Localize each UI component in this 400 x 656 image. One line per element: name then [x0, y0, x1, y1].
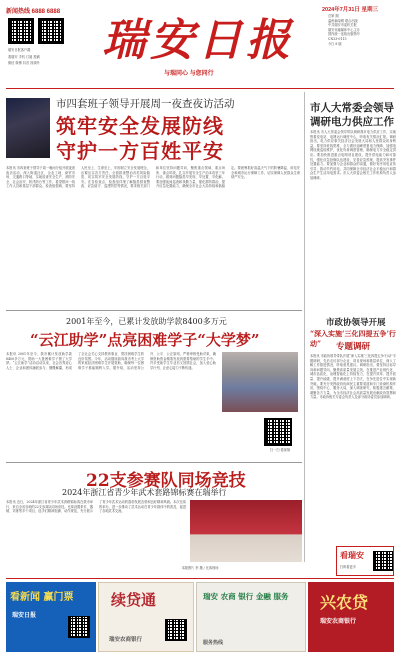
ad-4-title: 兴农贷: [320, 593, 369, 612]
left-small-line-2: 微信 微博 抖音 视频号: [8, 61, 40, 65]
ad-4-subtitle: 瑞安农商银行: [320, 618, 357, 625]
side-headline-2: 调研电力供应工作: [310, 116, 394, 128]
issue-line-2: 温州新闻网 联合出版: [328, 18, 358, 23]
issue-line-5: 国内统一连续出版物号: [328, 32, 360, 37]
side-headline-1: 市人大常委会领导: [310, 102, 394, 114]
ad-1-title: 看新闻 赢门票: [10, 592, 74, 603]
left-qr-caption: 瑞安日报客户端: [8, 48, 31, 52]
masthead: [0, 0, 400, 88]
lead-photo: [6, 98, 50, 158]
lead-headline-1: 筑牢安全发展防线: [56, 114, 224, 138]
sports-photo-caption: 本版图片 李 摄 / 比赛现场: [181, 566, 219, 570]
masthead-qr-code[interactable]: [8, 18, 34, 44]
loans-kicker: 2001年至今，已累计发放助学款8400多万元: [66, 317, 227, 326]
promo-qr-code[interactable]: [373, 551, 393, 571]
loans-body-text: 本报讯 2001年至今，我市累计发放助学款8400多万元，帮助一大批困难学子圆了大学梦。“云江助学”活动启动以来，社会各界爱心人士、企业和团体踊跃参与，慷慨解囊，形成了全社会关心支持教育事业、帮扶困难学生的良好氛围。今年，活动继续面向我市考上大学的家庭经济困难学生开展资助，确保每一位困难学子都能顺利入学。据介绍，活动坚持公开、公平、公正原则，严格审核受助对象，确保资助资金精准发放到需要帮助的学生手中。许多受助学生毕业后又回馈社会，加入爱心助学行列，让爱心接力不断传递。: [6, 352, 216, 370]
issue-date: 2024年7月31日 星期三: [322, 7, 378, 13]
issue-line-4: 瑞安市融媒体中心主办: [328, 27, 360, 32]
promo-label: 看瑞安: [340, 550, 364, 560]
section-rule-1: [6, 310, 302, 311]
ad-2-title: 续贷通: [111, 591, 157, 609]
promo-box[interactable]: [336, 546, 394, 576]
lead-kicker: 市四套班子领导开展周一夜查夜访活动: [56, 98, 235, 110]
issue-line-3: 中共瑞安市委机关报: [328, 23, 357, 28]
ad-2-subtitle: 瑞安农商银行: [109, 637, 143, 643]
side2-headline-1: “深入实施‘三化四提五争’行动”: [310, 329, 396, 348]
newspaper-logo: 瑞安日报: [102, 15, 294, 66]
column-divider: [304, 92, 305, 562]
issue-info: [328, 14, 394, 46]
video-qr-code[interactable]: [264, 418, 292, 446]
sports-photo: [190, 500, 302, 562]
issue-line-1: 总第 期: [328, 14, 339, 18]
sports-subhead: 2024年浙江省青少年武术套路锦标赛在瑞举行: [62, 488, 227, 497]
ad-3-subtitle: 服务热线: [203, 640, 224, 646]
footer-ad-3[interactable]: [196, 582, 306, 652]
footer-ad-2[interactable]: [98, 582, 194, 652]
loans-headline: “云江助学”点亮困难学子“大学梦”: [30, 331, 260, 349]
footer-ad-4[interactable]: [308, 582, 394, 652]
loans-photo: [222, 352, 298, 412]
ad-3-title: 瑞安 农商 银行 金融 服务: [203, 592, 289, 601]
left-small-line-1: 看瑞安 手机 订阅 投稿: [8, 55, 40, 59]
issue-line-6: CN33-0115: [328, 36, 347, 41]
hotline-label: 新闻热线 6888 6888: [6, 9, 61, 15]
lead-headline-2: 守护一方百姓平安: [56, 139, 224, 163]
video-qr-caption: 扫一扫 看视频: [269, 448, 291, 452]
masthead-rule: [6, 88, 394, 89]
footer-ad-1[interactable]: [6, 582, 96, 652]
ad-2-qr-code[interactable]: [165, 619, 187, 641]
side2-body-text: 本报讯 市政协领导带队开展“深入实施‘三化四提五争’行动”专题调研，先后走访部分企业、项目现场和基层单位，深入了解工作推进情况，听取意见建议。调研指出，要坚持目标导向和问题导向，聚焦高质量发展主线，在推进产业现代化、城市品质化、治理智能化上持续发力，在提升效率、提升质量、提升能级、提升满意度上下功夫，在争先进位中实现新突破。要充分发挥政协协商民主重要渠道和专门协商机构作用，围绕中心、服务大局，深入调查研究，积极建言献策，凝聚各方力量，为全市经济社会高质量发展贡献政协智慧和力量。市政协相关专委会负责人及部分政协委员参加调研。: [310, 354, 396, 400]
footer-rule: [6, 578, 394, 579]
sports-body-text: 本报讯 近日，2024年浙江省青少年武术套路锦标赛在我市举行，来自全省各地的22支参赛队同场竞技。比赛设置拳术、器械、对练等多个项目，选手们精神饱满、动作规范，充分展示了青少年武术运动的蓬勃发展态势和良好精神风貌。本次比赛的举办，进一步推动了武术运动在青少年群体中的普及，促进了各地武术交流。: [6, 500, 186, 514]
side2-kicker: 市政协领导开展: [326, 318, 386, 328]
ad-1-subtitle: 瑞安日报: [12, 612, 37, 619]
side2-headline-2: 专题调研: [336, 342, 371, 352]
promo-small: 扫码看更多: [340, 565, 356, 569]
sports-headline: 22支参赛队同场竞技: [86, 471, 246, 491]
masthead-qr-code-2[interactable]: [38, 18, 64, 44]
side-body-text: 本报讯 市人大常委会领导带队调研我市电力供应工作，实地察看变电站、电网运行调度中心，听取有关情况汇报。调研指出，电力供应事关经济社会发展大局和人民群众切身利益，要坚持底线思维，全力做好迎峰度夏电力保障，加强电网设施巡检维护，优化负荷调度管理，确保电力安全稳定供应。要加快推进重点电网项目建设，提升供电能力和可靠性，强化应急抢修队伍建设，完善应急预案，提高突发事件处置能力。要加强与企业和群众的沟通，做好有序用电宣传引导，推动节约用电，共同保障全市经济社会平稳运行和群众生产生活用电需求。市人大常委会相关工作机构负责人参加调研。: [310, 130, 396, 180]
section-rule-2: [6, 462, 302, 463]
slogan: 与瑞同心 与您同行: [164, 71, 214, 77]
issue-line-7: 今日 8 版: [328, 41, 342, 46]
lead-body-text: 本报讯 市四套班子领导于周一晚间分组开展夜查夜访活动，深入街道社区、企业工地、商贸市场、交通路口等地，实地检查安全生产、消防安全、社会治安、防汛防台等工作，看望慰问一线工作人员和基层干部群众。检查组强调，要坚持人民至上、生命至上，牢固树立安全发展理念，压紧压实各方责任，全面排查整治各类风险隐患，切实筑牢安全发展防线，守护一方百姓平安。在各检查点，检查组详细了解隐患排查整改、应急值守、巡逻防控等情况，要求相关部门和单位坚持问题导向，聚焦重点领域、重点场所、重点时段，扎实开展安全生产治本攻坚三年行动，做到问题隐患早发现、早处置、早化解。要加强夜间巡查和执勤力量，强化群防群治，提升应急处置能力，确保全市社会大局持续和谐稳定。要统筹抓好高温天气下的防暑降温、用电安全和城市运行保障工作，切实保障人民群众生命财产安全。: [6, 166, 300, 189]
ad-1-qr-code[interactable]: [68, 616, 90, 638]
